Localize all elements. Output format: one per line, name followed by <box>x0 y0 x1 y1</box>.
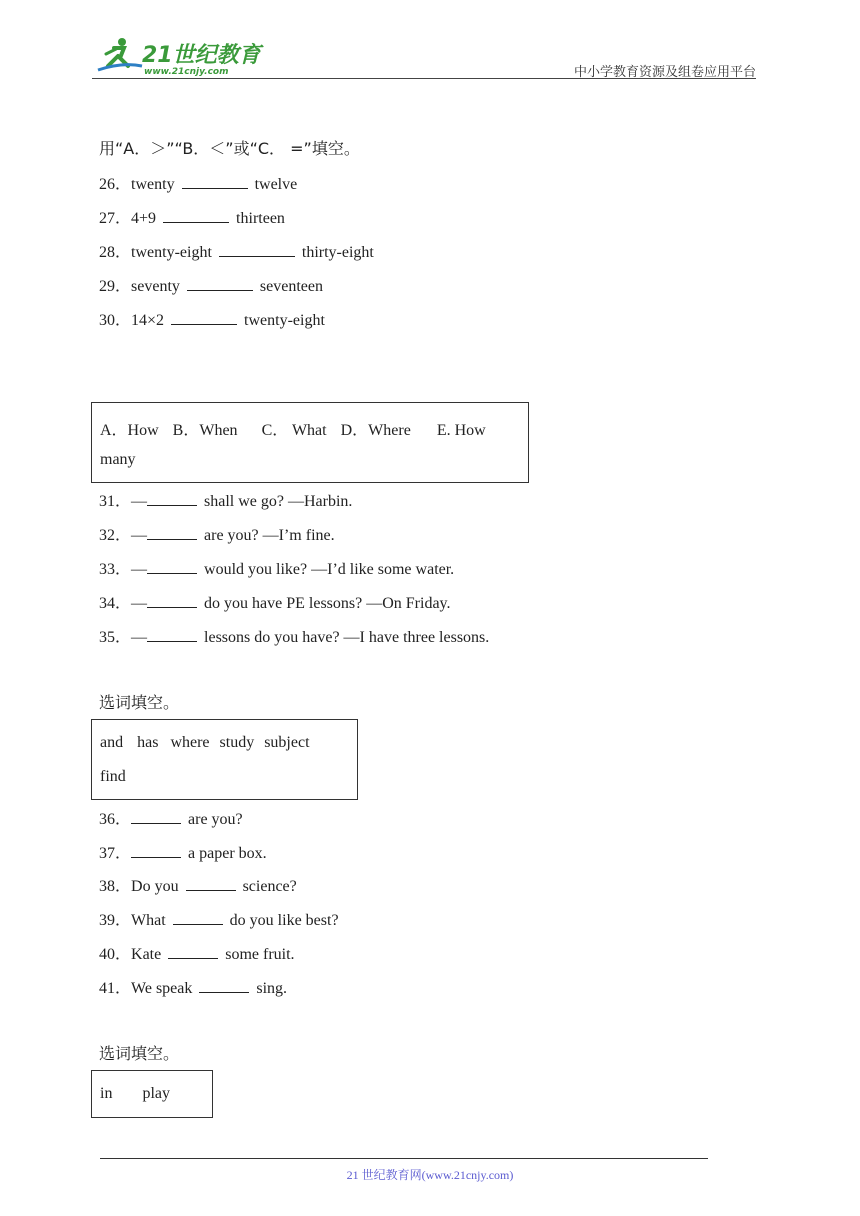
options-line-2: many <box>100 451 136 468</box>
answer-blank[interactable] <box>147 558 197 574</box>
question-36: 36． are you? <box>99 808 243 830</box>
logo-url: www.21cnjy.com <box>144 67 229 76</box>
question-26: 26．twenty twelve <box>99 173 297 195</box>
word-bank-box <box>91 719 358 800</box>
answer-blank[interactable] <box>219 241 295 257</box>
answer-blank[interactable] <box>147 592 197 608</box>
question-41: 41．We speak sing. <box>99 977 287 999</box>
page-header <box>92 30 756 78</box>
question-34: 34．— do you have PE lessons? —On Friday. <box>99 592 451 614</box>
answer-blank[interactable] <box>171 309 237 325</box>
answer-blank[interactable] <box>163 207 229 223</box>
question-33: 33．— would you like? —I’d like some water. <box>99 558 454 580</box>
question-40: 40．Kate some fruit. <box>99 943 295 965</box>
options-box <box>91 402 529 483</box>
answer-blank[interactable] <box>168 943 218 959</box>
logo-text: 21世纪教育 <box>142 43 261 68</box>
word-bank-line-1: and has where study subject <box>100 734 310 751</box>
answer-blank[interactable] <box>182 173 248 189</box>
question-27: 27．4+9 thirteen <box>99 207 285 229</box>
answer-blank[interactable] <box>187 275 253 291</box>
word-bank-line-2: find <box>100 768 126 785</box>
section3-instruction: 选词填空。 <box>99 693 180 712</box>
question-39: 39．What do you like best? <box>99 909 339 931</box>
answer-blank[interactable] <box>147 524 197 540</box>
word-bank-box-2 <box>91 1070 213 1118</box>
answer-blank[interactable] <box>147 626 197 642</box>
question-28: 28．twenty-eight thirty-eight <box>99 241 374 263</box>
section4-instruction: 选词填空。 <box>99 1044 180 1063</box>
runner-logo-icon <box>92 36 272 76</box>
header-divider <box>92 78 756 79</box>
answer-blank[interactable] <box>147 490 197 506</box>
options-line-1: A．How B．When C． What D．Where E. How <box>100 422 486 439</box>
answer-blank[interactable] <box>186 875 236 891</box>
word-bank-2-line: in play <box>100 1085 170 1102</box>
footer-text[interactable]: 21 世纪教育网(www.21cnjy.com) <box>346 1168 514 1182</box>
section1-instruction: 用“A．＞”“B．＜”或“C． =”填空。 <box>99 139 360 158</box>
site-logo <box>92 36 272 76</box>
question-32: 32．— are you? —I’m fine. <box>99 524 335 546</box>
question-30: 30．14×2 twenty-eight <box>99 309 325 331</box>
answer-blank[interactable] <box>199 977 249 993</box>
platform-name: 中小学教育资源及组卷应用平台 <box>573 65 756 80</box>
footer-divider <box>100 1158 708 1159</box>
answer-blank[interactable] <box>131 808 181 824</box>
question-37: 37． a paper box. <box>99 842 267 864</box>
question-35: 35．— lessons do you have? —I have three lessons. <box>99 626 489 648</box>
question-38: 38．Do you science? <box>99 875 297 897</box>
answer-blank[interactable] <box>131 842 181 858</box>
question-31: 31．— shall we go? —Harbin. <box>99 490 352 512</box>
question-29: 29．seventy seventeen <box>99 275 323 297</box>
answer-blank[interactable] <box>173 909 223 925</box>
